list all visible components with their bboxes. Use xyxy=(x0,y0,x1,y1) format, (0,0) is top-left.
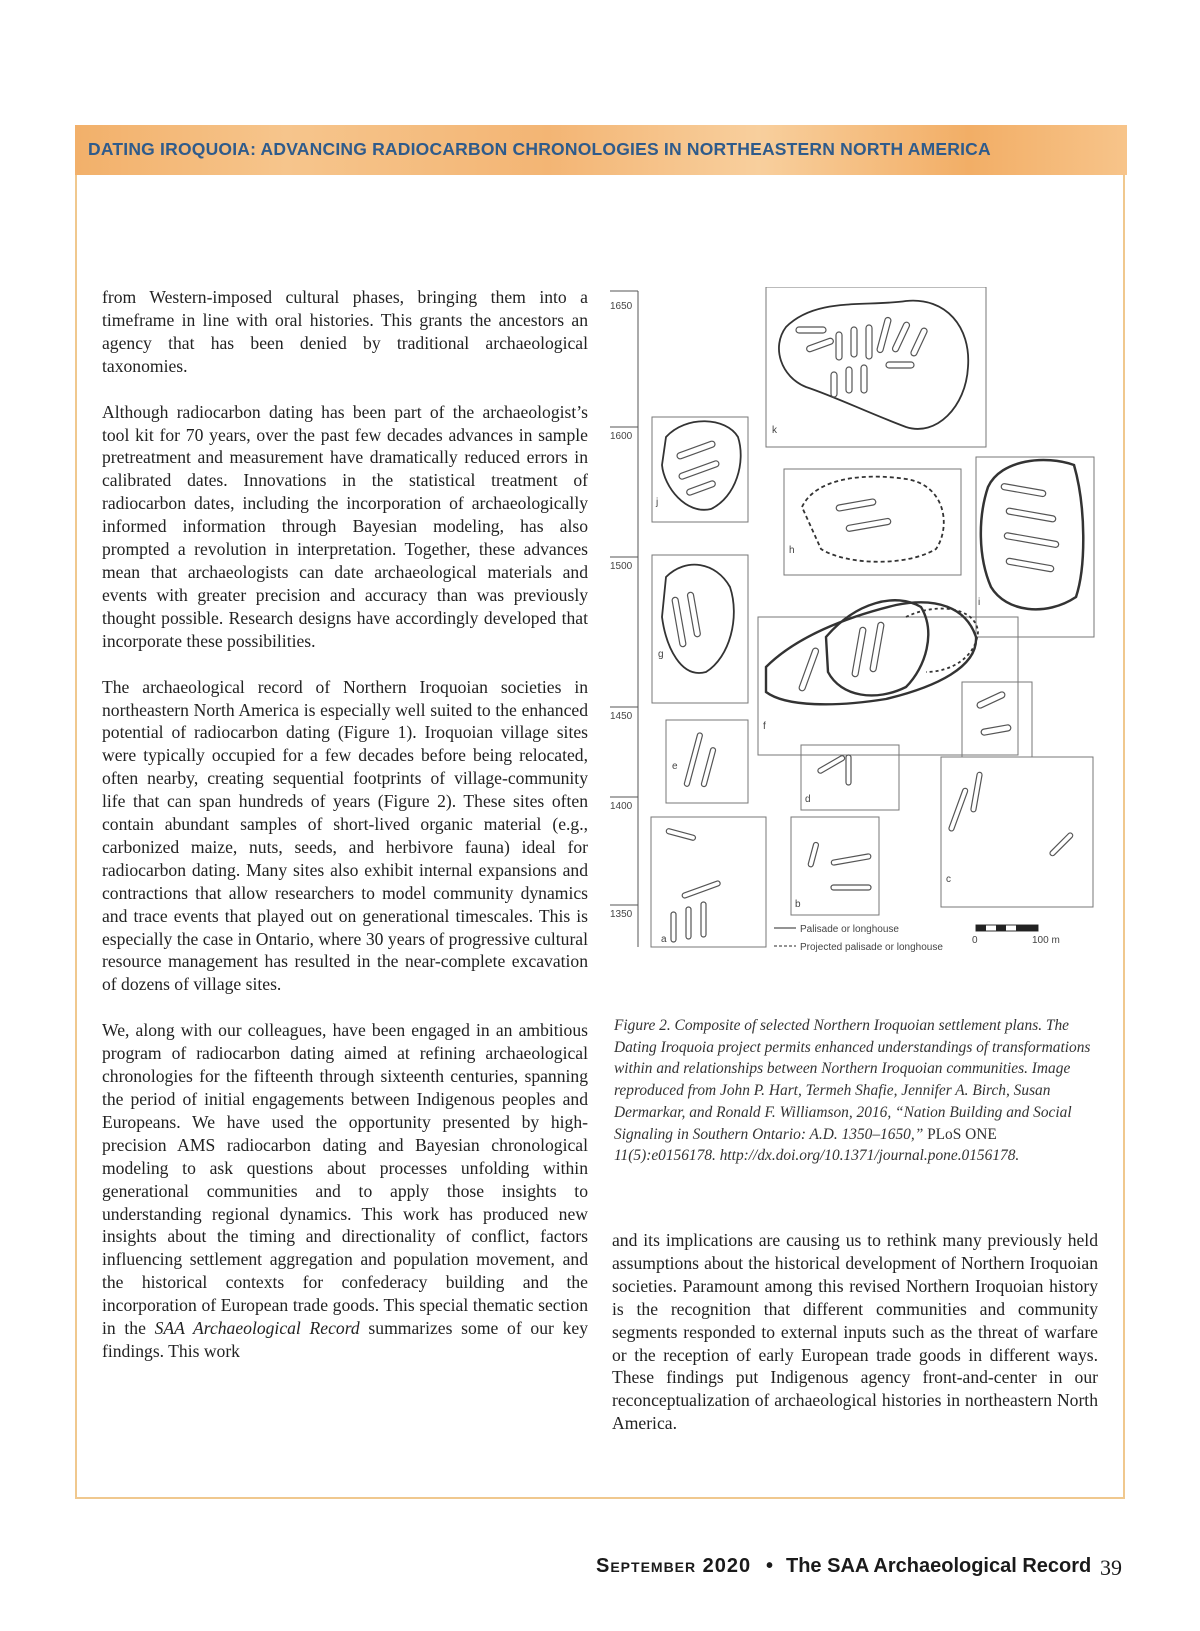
paragraph-4-start: We, along with our colleagues, have been engaged in an ambitious program of radiocarbon dating aimed at refining archaeological chronologies for the fifteenth through sixteenth centuries, spanning the period of initial engagements between Indigenous peoples and Europeans. We have used the opportunity presented by high-precision AMS radiocarbon dating and Bayesian chronological modeling to ask questions about processes unfolding within generational communities and to apply those insights to understanding regional dynamics. This work has produced new insights about the timing and directionality of conflict, factors influencing settlement aggregation and population movement, and the historical contexts for confederacy building and the incorporation of European trade goods. This special thematic section in the xyxy=(102,1020,588,1339)
left-column xyxy=(102,286,588,1386)
year-tick: 1600 xyxy=(610,431,633,442)
panel-label: c xyxy=(946,874,951,885)
caption-journal: PLoS ONE xyxy=(923,1125,997,1143)
right-column xyxy=(612,1229,1098,1458)
panel-label: h xyxy=(789,545,795,556)
panel-c xyxy=(941,757,1093,907)
year-tick: 1400 xyxy=(610,801,633,812)
paragraph-right-1: and its implications are causing us to rethink many previously held assumptions about the historical development of Northern Iroquoian societies. Paramount among this revised Northern Iroquoian history is the recognition that different communities and community segments responded to external inputs such as the threat of warfare or the reception of early European trade goods in different ways. These findings put Indigenous agency front-and-center in our reconceptualization of archaeological histories in northeastern North America. xyxy=(612,1230,1098,1434)
panel-label: e xyxy=(672,761,678,772)
year-tick: 1350 xyxy=(610,909,633,920)
scale-zero: 0 xyxy=(972,935,978,946)
year-tick: 1500 xyxy=(610,561,633,572)
year-tick: 1650 xyxy=(610,301,633,312)
site-i-palisade xyxy=(981,460,1083,609)
caption-part-1: Figure 2. Composite of selected Northern Iroquoian settlement plans. The Dating Iroquoia project permits enhanced understandings of transformations within and relationships between Northern Iroquoian communities. Image reproduced from John P. Hart, Termeh Shafie, Jennifer A. Birch, Susan Dermarkar, and Ronald F. Williamson, 2016, “Nation Building and Social Signaling in Southern Ontario: A.D. 1350–1650,” xyxy=(614,1017,1091,1143)
footer-journal: The SAA Archaeological Record xyxy=(786,1555,1092,1577)
panel-k xyxy=(766,287,986,447)
footer-bullet: • xyxy=(766,1555,774,1577)
panel-label: k xyxy=(772,425,777,436)
panel-b xyxy=(791,817,879,915)
section-header-title: DATING IROQUOIA: ADVANCING RADIOCARBON CHRONOLOGIES IN NORTHEASTERN NORTH AMERICA xyxy=(88,139,991,159)
legend-solid-label: Palisade or longhouse xyxy=(800,924,899,935)
paragraph-4 xyxy=(102,1019,588,1363)
page-number: 39 xyxy=(1100,1555,1122,1580)
footer-month: September 2020 xyxy=(596,1555,752,1577)
panel-label: d xyxy=(805,794,811,805)
panel-f xyxy=(758,617,1018,755)
site-f-palisade-1 xyxy=(766,602,976,704)
figure-caption xyxy=(614,1015,1092,1167)
caption-part-2: 11(5):e0156178. http://dx.doi.org/10.1371/journal.pone.0156178. xyxy=(614,1147,1020,1165)
settlement-plans-figure xyxy=(606,287,1106,987)
site-k-palisade xyxy=(779,301,968,429)
paragraph-2: Although radiocarbon dating has been part of the archaeologist’s tool kit for 70 years, over the past few decades advances in sample pretreatment and measurement have dramatically reduced errors in calibrated dates. Innovations in the statistical treatment of radiocarbon dates, including the incorporation of archaeologically informed information through Bayesian modeling, has also prompted a revolution in interpretation. Together, these advances mean that archaeologists can date archaeological materials and events with greater precision and accuracy than was previously thought possible. Research designs have accordingly developed that incorporate these possibilities. xyxy=(102,401,588,651)
panel-label: j xyxy=(656,497,659,508)
panel-label: g xyxy=(658,649,664,660)
year-tick: 1450 xyxy=(610,711,633,722)
panel-label: b xyxy=(795,899,801,910)
legend-dashed-label: Projected palisade or longhouse xyxy=(800,942,943,953)
paragraph-4-end: summarizes some of our key findings. This work xyxy=(102,1318,588,1361)
scale-end: 100 m xyxy=(1032,935,1060,946)
panel-h xyxy=(784,469,961,575)
journal-title-italic: SAA Archaeological Record xyxy=(154,1318,360,1339)
paragraph-3: The archaeological record of Northern Iroquoian societies in northeastern North America is especially well suited to the enhanced potential of radiocarbon dating (Figure 1). Iroquoian village sites were typically occupied for a few decades before being relocated, often nearby, creating sequential footprints of village-community life that can span hundreds of years (Figure 2). These sites often contain abundant samples of short-lived organic material (e.g., carbonized maize, nuts, seeds, and herbivore fauna) ideal for radiocarbon dating. Many sites also exhibit internal expansions and contractions that allow researchers to model community dynamics and trace events that played out on generational timescales. This is especially the case in Ontario, where 30 years of progressive cultural resource management has resulted in the near-complete excavation of dozens of village sites. xyxy=(102,676,588,995)
panel-label: a xyxy=(661,934,667,945)
scale-bar xyxy=(972,925,1060,946)
figure-legend xyxy=(774,924,943,953)
panel-label: f xyxy=(763,721,766,732)
paragraph-1: from Western-imposed cultural phases, bringing them into a timeframe in line with oral histories. This grants the ancestors an agency that has been denied by traditional archaeological taxonomies. xyxy=(102,287,588,376)
panel-label: i xyxy=(978,597,981,608)
site-h-palisade xyxy=(802,477,944,562)
panel-a xyxy=(651,817,766,947)
